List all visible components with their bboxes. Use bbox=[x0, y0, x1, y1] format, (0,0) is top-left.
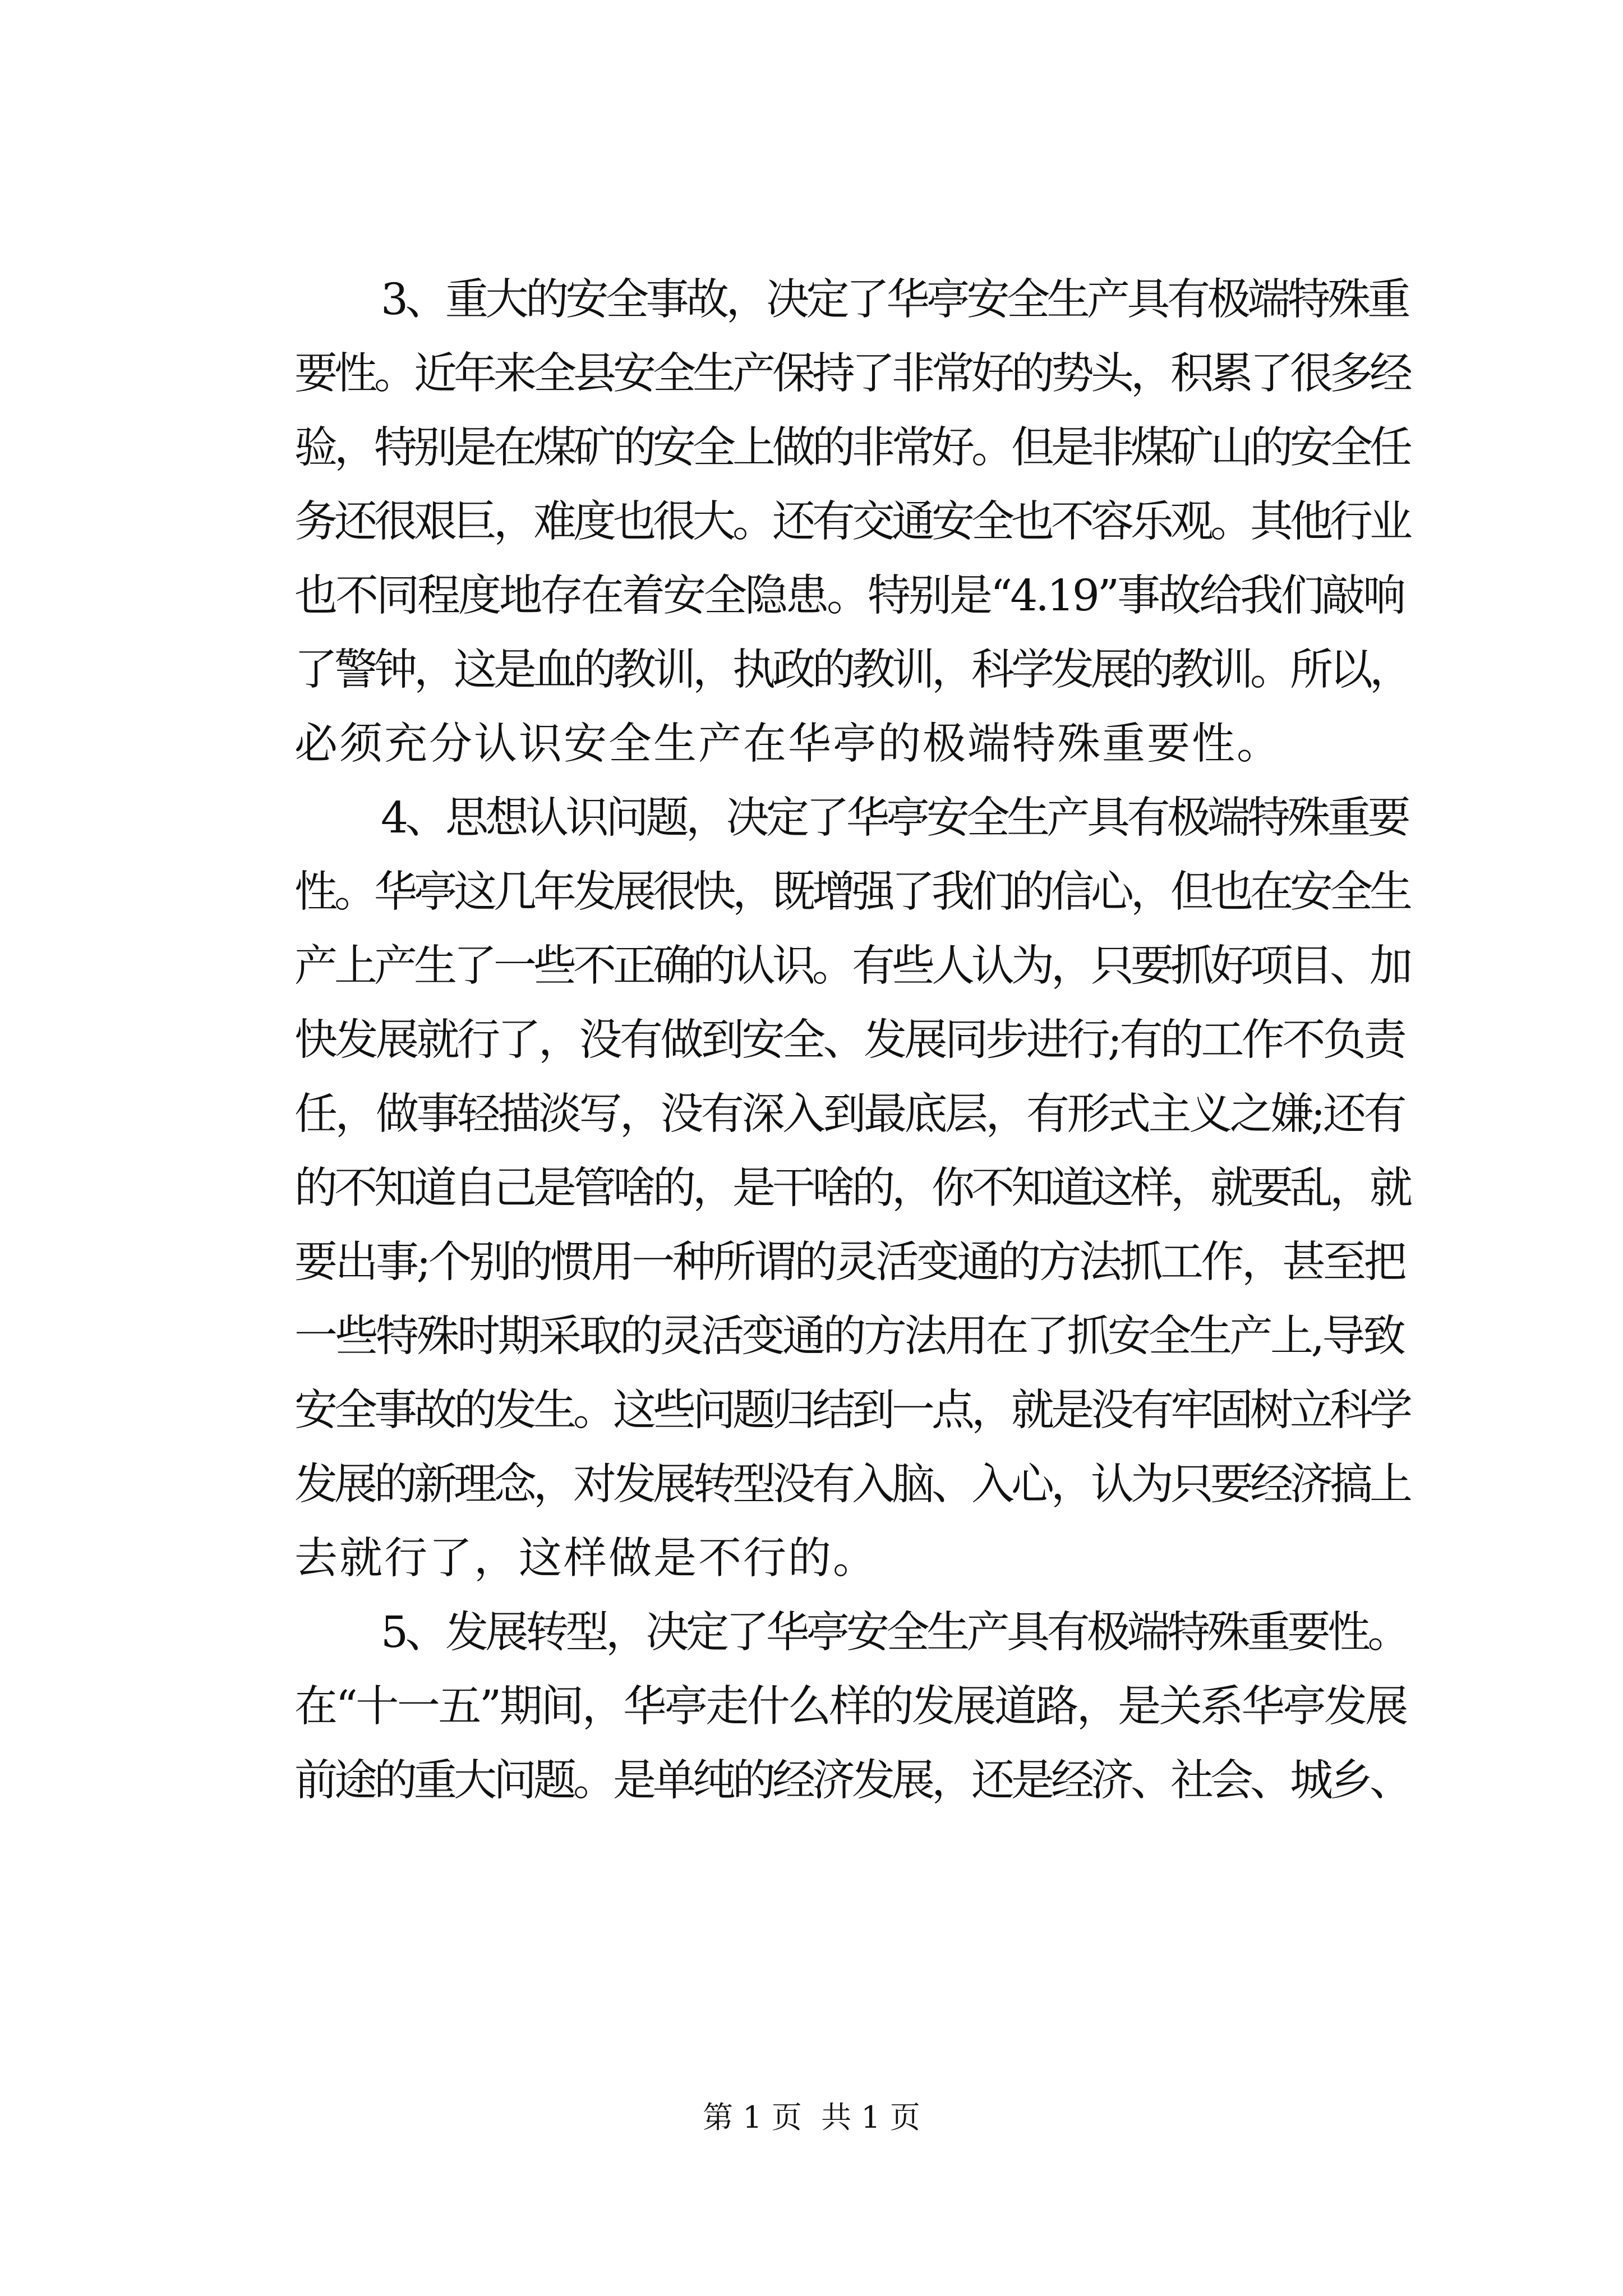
text-line: 在“十一五”期间，华亭走什么样的发展道路，是关系华亭发展 bbox=[294, 1682, 1407, 1732]
text-line: 必须充分认识安全生产在华亭的极端特殊重要性。 bbox=[294, 719, 1281, 769]
text-line: 务还很艰巨，难度也很大。还有交通安全也不容乐观。其他行业 bbox=[294, 497, 1409, 547]
text-line: 要出事;个别的惯用一种所谓的灵活变通的方法抓工作，甚至把 bbox=[294, 1237, 1404, 1287]
document-body bbox=[294, 263, 1408, 1818]
text-line: 安全事故的发生。这些问题归结到一点，就是没有牢固树立科学 bbox=[294, 1386, 1409, 1435]
text-line: 去就行了，这样做是不行的。 bbox=[294, 1534, 878, 1584]
text-line: 产上产生了一些不正确的认识。有些人认为，只要抓好项目、加 bbox=[294, 941, 1409, 991]
text-line: 的不知道自己是管啥的，是干啥的，你不知道这样，就要乱，就 bbox=[294, 1163, 1409, 1213]
paragraph-5 bbox=[294, 1596, 1408, 1818]
paragraph-4 bbox=[294, 781, 1408, 1596]
page-number: 第 1 页 共 1 页 bbox=[703, 2100, 920, 2135]
text-line: 性。华亭这几年发展很快，既增强了我们的信心，但也在安全生 bbox=[294, 867, 1409, 917]
text-line: 了警钟，这是血的教训，执政的教训，科学发展的教训。所以， bbox=[294, 645, 1409, 695]
text-line: 快发展就行了，没有做到安全、发展同步进行;有的工作不负责 bbox=[294, 1015, 1404, 1065]
text-line: 前途的重大问题。是单纯的经济发展，还是经济、社会、城乡、 bbox=[294, 1756, 1409, 1806]
text-line: 也不同程度地存在着安全隐患。特别是“4.19”事故给我们敲响 bbox=[294, 571, 1404, 621]
page-footer bbox=[0, 2098, 1623, 2137]
text-line: 验，特别是在煤矿的安全上做的非常好。但是非煤矿山的安全任 bbox=[294, 423, 1409, 473]
text-line: 发展的新理念，对发展转型没有入脑、入心，认为只要经济搞上 bbox=[294, 1460, 1409, 1510]
text-line: 任，做事轻描淡写，没有深入到最底层，有形式主义之嫌;还有 bbox=[294, 1089, 1404, 1139]
text-line: 要性。近年来全县安全生产保持了非常好的势头，积累了很多经 bbox=[294, 349, 1409, 399]
text-line: 3、重大的安全事故，决定了华亭安全生产具有极端特殊重 bbox=[381, 275, 1408, 325]
text-line: 4、思想认识问题，决定了华亭安全生产具有极端特殊重要 bbox=[381, 793, 1408, 843]
text-line: 一些特殊时期采取的灵活变通的方法用在了抓安全生产上,导致 bbox=[294, 1312, 1404, 1361]
paragraph-3 bbox=[294, 263, 1408, 781]
text-line: 5、发展转型，决定了华亭安全生产具有极端特殊重要性。 bbox=[381, 1608, 1408, 1658]
